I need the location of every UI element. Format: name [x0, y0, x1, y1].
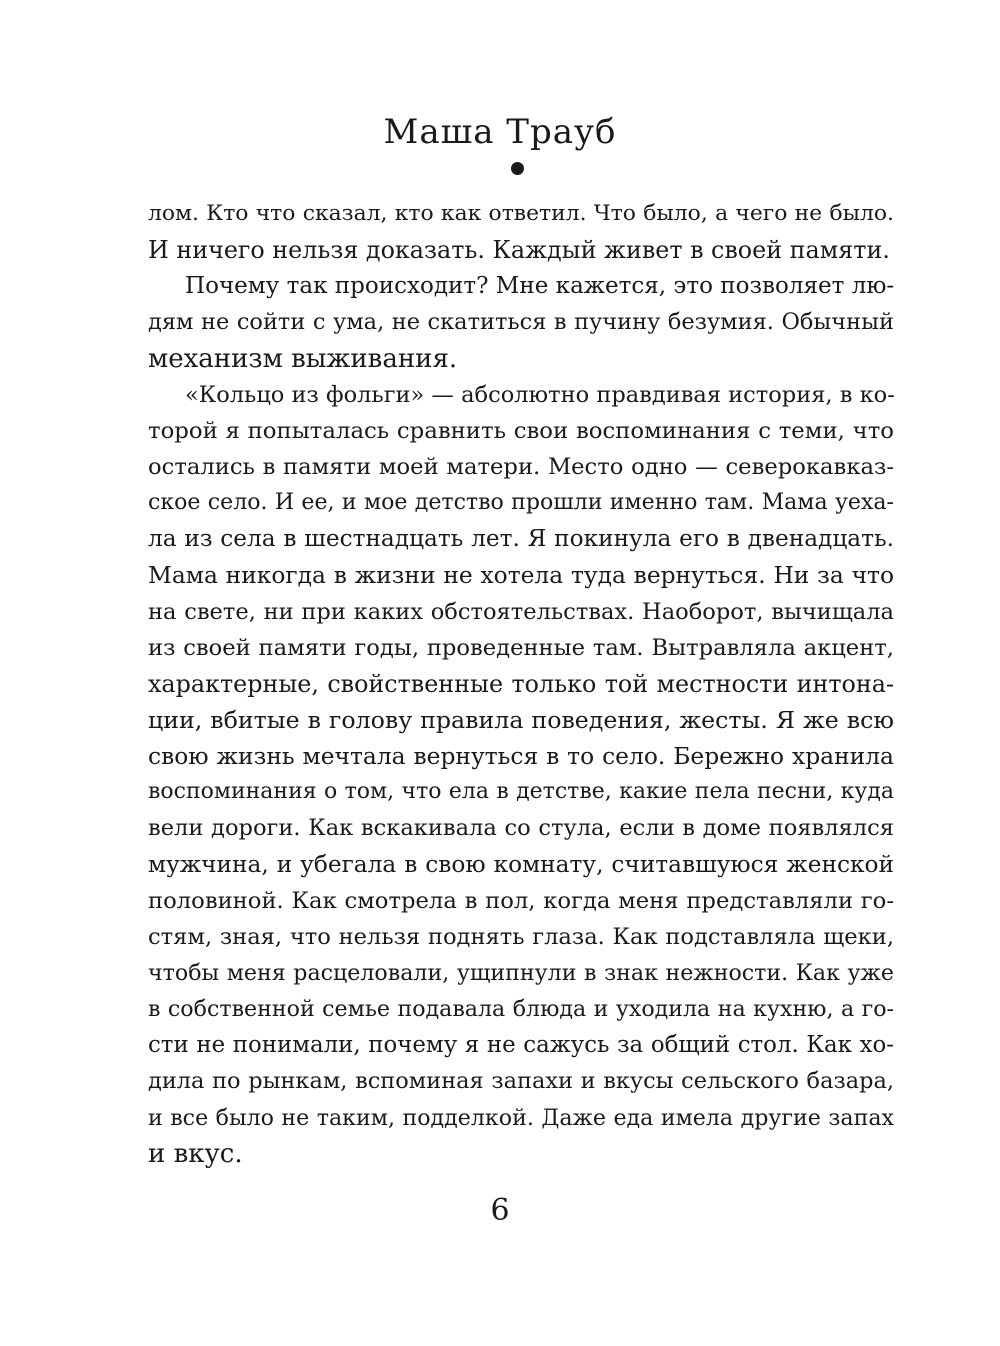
ornament-dot: [511, 162, 524, 175]
text-line: И ничего нельзя доказать. Каждый живет в своей памяти.: [148, 236, 890, 265]
text-line: лом. Кто что сказал, кто как ответил. Что было, а чего не было.: [148, 201, 894, 226]
text-line: Почему так происходит? Мне кажется, это позволяет лю-: [185, 273, 895, 300]
text-line: стям, зная, что нельзя поднять глаза. Как подставляла щеки,: [148, 923, 894, 950]
text-line: свою жизнь мечтала вернуться в то село. Бережно хранила: [148, 742, 894, 771]
text-line: из своей памяти годы, проведенные там. Вытравляла акцент,: [148, 634, 894, 661]
text-line: чтобы меня расцеловали, ущипнули в знак нежности. Как уже: [148, 959, 894, 986]
running-head: Маша Трауб: [383, 112, 617, 152]
text-line: и все было не таким, подделкой. Даже еда имела другие запах: [148, 1104, 894, 1131]
text-line: в собственной семье подавала блюда и уходила на кухню, а го-: [148, 996, 894, 1023]
text-line: торой я попыталась сравнить свои воспоминания с теми, что: [148, 417, 894, 444]
text-line: сти не понимали, почему я не сажусь за общий стол. Как хо-: [148, 1032, 894, 1059]
text-line: «Кольцо из фольги» — абсолютно правдивая история, в ко-: [185, 381, 895, 408]
text-line: дила по рынкам, вспоминая запахи и вкусы сельского базара,: [148, 1068, 894, 1095]
text-line: ское село. И ее, и мое детство прошли именно там. Мама уеха-: [148, 490, 894, 516]
page-number: 6: [490, 1193, 510, 1228]
text-line: характерные, свойственные только той местности интона-: [148, 669, 894, 698]
text-line: дям не сойти с ума, не скатиться в пучину безумия. Обычный: [148, 309, 894, 336]
text-line: Мама никогда в жизни не хотела туда вернуться. Ни за что: [148, 561, 894, 590]
text-line: механизм выживания.: [148, 343, 458, 374]
text-line: ции, вбитые в голову правила поведения, жесты. Я же всю: [148, 705, 894, 734]
text-line: остались в памяти моей матери. Место одно — северокавказ-: [148, 453, 894, 480]
text-line: ла из села в шестнадцать лет. Я покинула его в двенадцать.: [148, 525, 894, 553]
text-line: на свете, ни при каких обстоятельствах. Наоборот, вычищала: [148, 598, 894, 625]
text-line: и вкус.: [148, 1138, 243, 1169]
text-line: половиной. Как смотрела в пол, когда меня представляли го-: [148, 887, 894, 914]
text-line: воспоминания о том, что ела в детстве, какие пела песни, куда: [148, 779, 894, 805]
text-line: вели дороги. Как вскакивала со стула, если в доме появлялся: [148, 815, 894, 842]
text-line: мужчина, и убегала в свою комнату, считавшуюся женской: [148, 850, 894, 878]
body-text: [148, 196, 894, 1172]
